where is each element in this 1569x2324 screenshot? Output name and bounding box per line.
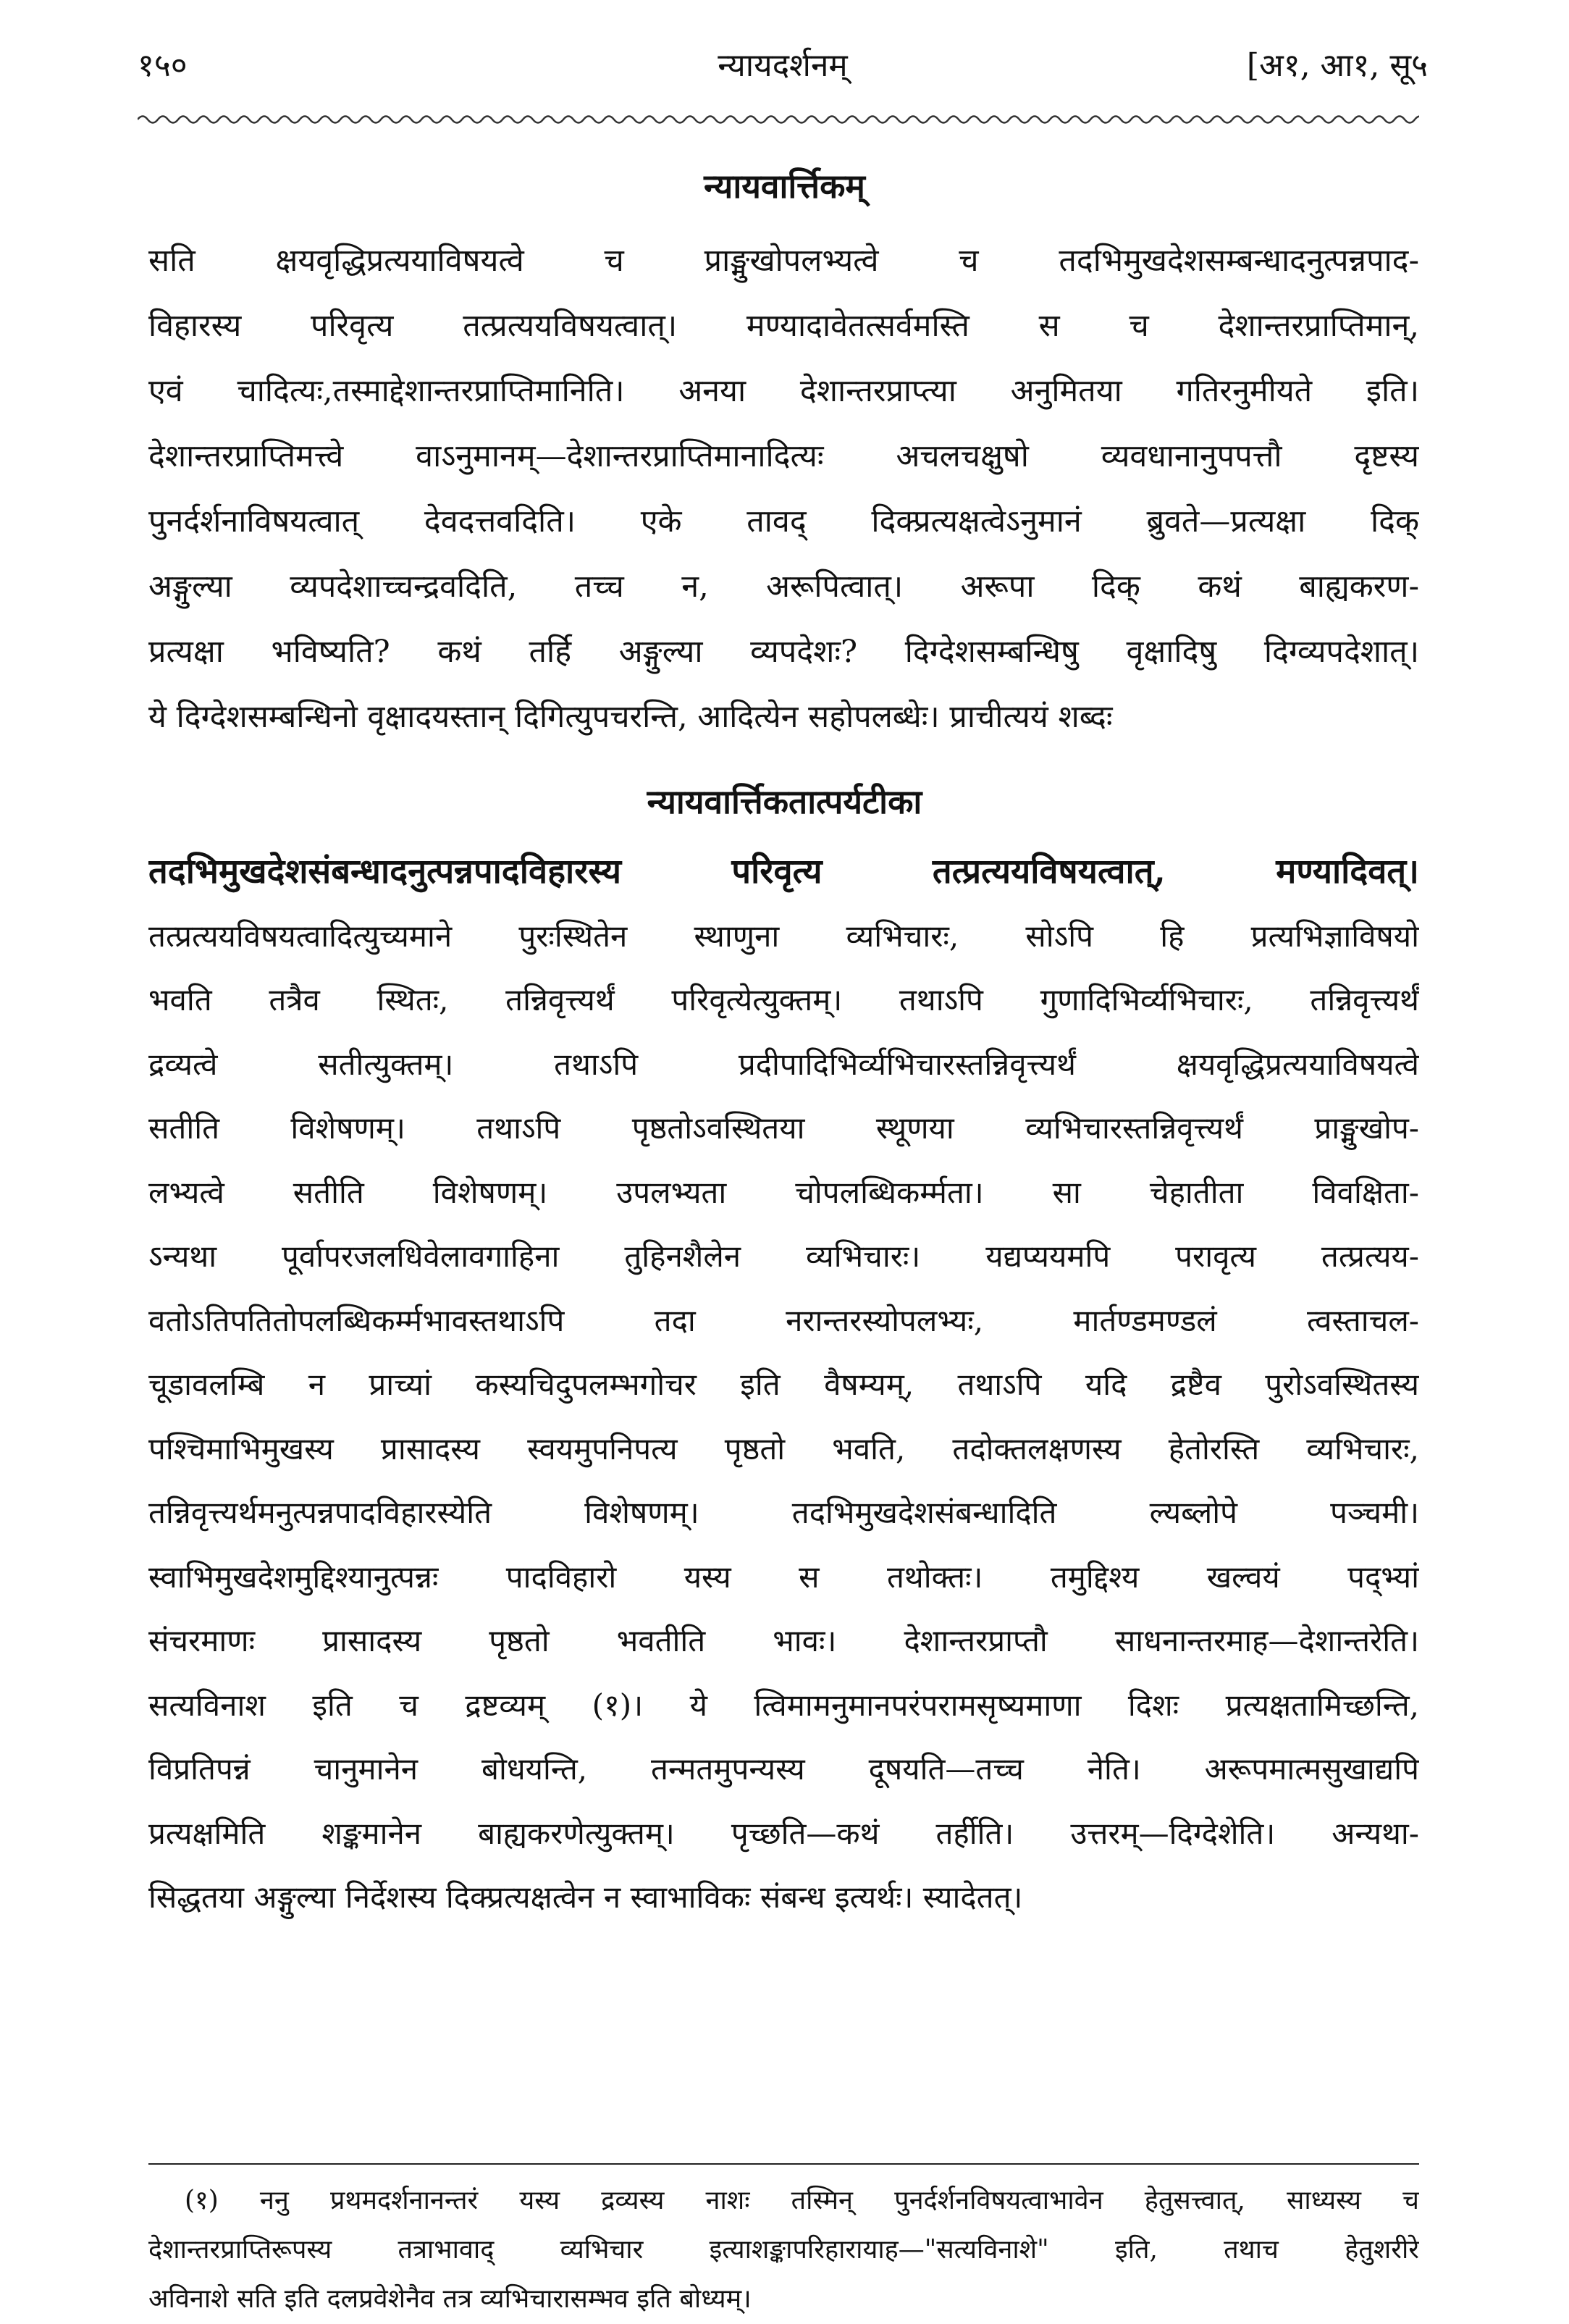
text-line: लभ्यत्वे सतीति विशेषणम्। उपलभ्यता चोपलब्धिकर्म्मता। सा चेहातीता विवक्षिता-	[148, 1174, 1419, 1210]
section-heading-tika: न्यायवार्त्तिकतात्पर्यटीका	[647, 782, 922, 821]
running-header	[138, 35, 1428, 100]
text-line: एवं चादित्यः,तस्माद्देशान्तरप्राप्तिमानिति। अनया देशान्तरप्राप्त्या अनुमितया गतिरनुमीयते इति।	[148, 373, 1419, 409]
text-line: सतीति विशेषणम्। तथाऽपि पृष्ठतोऽवस्थितया स्थूणया व्यभिचारस्तन्निवृत्त्यर्थं प्राङ्मुखोप-	[148, 1110, 1419, 1146]
text-line: तत्प्रत्ययविषयत्वादित्युच्यमाने पुरःस्थितेन स्थाणुना व्यभिचारः, सोऽपि हि प्रत्यभिज्ञाविषयो	[148, 918, 1419, 954]
text-line: सिद्धतया अङ्गुल्या निर्देशस्य दिक्प्रत्यक्षत्वेन न स्वाभाविकः संबन्ध इत्यर्थः। स्यादेतत्।	[148, 1879, 1023, 1915]
footnote	[148, 2176, 1419, 2324]
text-line: संचरमाणः प्रासादस्य पृष्ठतो भवतीति भावः। देशान्तरप्राप्तौ साधनान्तरमाह—देशान्तरेति।	[148, 1623, 1419, 1658]
text-line: भवति तत्रैव स्थितः, तन्निवृत्त्यर्थं परिवृत्येत्युक्तम्। तथाऽपि गुणादिभिर्व्यभिचारः, तन्निवृत्त्यर्थं	[148, 982, 1419, 1018]
text-line: विहारस्य परिवृत्य तत्प्रत्ययविषयत्वात्। मण्यादावेतत्सर्वमस्ति स च देशान्तरप्राप्तिमान्,	[148, 308, 1419, 344]
text-line: द्रव्यत्वे सतीत्युक्तम्। तथाऽपि प्रदीपादिभिर्व्यभिचारस्तन्निवृत्त्यर्थं क्षयवृद्धिप्रत्ययाविषयत्वे	[148, 1046, 1419, 1082]
text-line: सति क्षयवृद्धिप्रत्ययाविषयत्वे च प्राङ्मुखोपलभ्यत्वे च तदभिमुखदेशसम्बन्धादनुत्पन्नपाद-	[148, 243, 1419, 279]
text-line: ऽन्यथा पूर्वापरजलधिवेलावगाहिना तुहिनशैलेन व्यभिचारः। यद्यप्ययमपि परावृत्य तत्प्रत्यय-	[148, 1238, 1419, 1274]
text-line: स्वाभिमुखदेशमुद्दिश्यानुत्पन्नः पादविहारो यस्य स तथोक्तः। तमुद्दिश्य खल्वयं पद्भ्यां	[148, 1559, 1419, 1595]
text-line: विप्रतिपन्नं चानुमानेन बोधयन्ति, तन्मतमुपन्यस्य दूषयति—तच्च नेति। अरूपमात्मसुखाद्यपि	[148, 1751, 1419, 1787]
tika-text-block	[148, 840, 1419, 1930]
footnote-line: देशान्तरप्राप्तिरूपस्य तत्राभावाद् व्यभिचार इत्याशङ्कापरिहारायाह—"सत्यविनाशे" इति, तथाच हेतुशरीरे	[148, 2235, 1419, 2265]
text-line: तन्निवृत्त्यर्थमनुत्पन्नपादविहारस्येति विशेषणम्। तदभिमुखदेशसंबन्धादिति ल्यब्लोपे पञ्चमी।	[148, 1495, 1419, 1530]
section-heading-vartika: न्यायवार्त्तिकम्	[704, 167, 865, 206]
text-line: वतोऽतिपतितोपलब्धिकर्म्मभावस्तथाऽपि तदा नरान्तरस्योपलभ्यः, मार्तण्डमण्डलं त्वस्ताचल-	[148, 1302, 1419, 1338]
text-line: पश्चिमाभिमुखस्य प्रासादस्य स्वयमुपनिपत्य पृष्ठतो भवति, तदोक्तलक्षणस्य हेतोरस्ति व्यभिचारः,	[148, 1430, 1419, 1467]
section-reference: [अ१, आ१, सू५	[1246, 47, 1428, 84]
text-line: प्रत्यक्षमिति शङ्कमानेन बाह्यकरणेत्युक्तम्। पृच्छति—कथं तर्हीति। उत्तरम्—दिग्देशेति। अन्यथा-	[148, 1815, 1419, 1851]
text-line: देशान्तरप्राप्तिमत्त्वे वाऽनुमानम्—देशान्तरप्राप्तिमानादित्यः अचलचक्षुषो व्यवधानानुपपत्तौ दृष्टस्य	[148, 438, 1419, 474]
text-line: अङ्गुल्या व्यपदेशाच्चन्द्रवदिति, तच्च न, अरूपित्वात्। अरूपा दिक् कथं बाह्यकरण-	[148, 569, 1419, 605]
text-line: सत्यविनाश इति च द्रष्टव्यम् (१)। ये त्विमामनुमानपरंपरामसृष्यमाणा दिशः प्रत्यक्षतामिच्छन्ति,	[148, 1687, 1419, 1723]
text-line: तदभिमुखदेशसंबन्धादनुत्पन्नपादविहारस्य परिवृत्य तत्प्रत्ययविषयत्वात्, मण्यादिवत्।	[148, 852, 1419, 892]
vartika-text-block	[148, 228, 1419, 750]
wavy-divider	[138, 109, 1419, 130]
footnote-rule	[148, 2163, 1419, 2165]
text-line: चूडावलम्बि न प्राच्यां कस्यचिदुपलम्भगोचर इति वैषम्यम्, तथाऽपि यदि द्रष्टैव पुरोऽवस्थितस्य	[148, 1367, 1419, 1402]
running-title: न्यायदर्शनम्	[718, 47, 848, 84]
text-line: पुनर्दर्शनाविषयत्वात् देवदत्तवदिति। एके तावद् दिक्प्रत्यक्षत्वेऽनुमानं ब्रुवते—प्रत्यक्षा दिक्	[148, 503, 1419, 540]
text-line: प्रत्यक्षा भविष्यति? कथं तर्हि अङ्गुल्या व्यपदेशः? दिग्देशसम्बन्धिषु वृक्षादिषु दिग्व्यपदेशात्।	[148, 634, 1419, 670]
footnote-line: (१) ननु प्रथमदर्शनानन्तरं यस्य द्रव्यस्य नाशः तस्मिन् पुनर्दर्शनविषयत्वाभावेन हेतुसत्त्वात्, साध्यस्य च	[185, 2186, 1419, 2215]
footnote-line: अविनाशे सति इति दलप्रवेशेनैव तत्र व्यभिचारासम्भव इति बोध्यम्।	[148, 2284, 752, 2314]
text-line: ये दिग्देशसम्बन्धिनो वृक्षादयस्तान् दिगित्युपचरन्ति, आदित्येन सहोपलब्धेः। प्राचीत्ययं शब्दः	[148, 699, 1113, 735]
page-number: १५०	[138, 47, 188, 84]
